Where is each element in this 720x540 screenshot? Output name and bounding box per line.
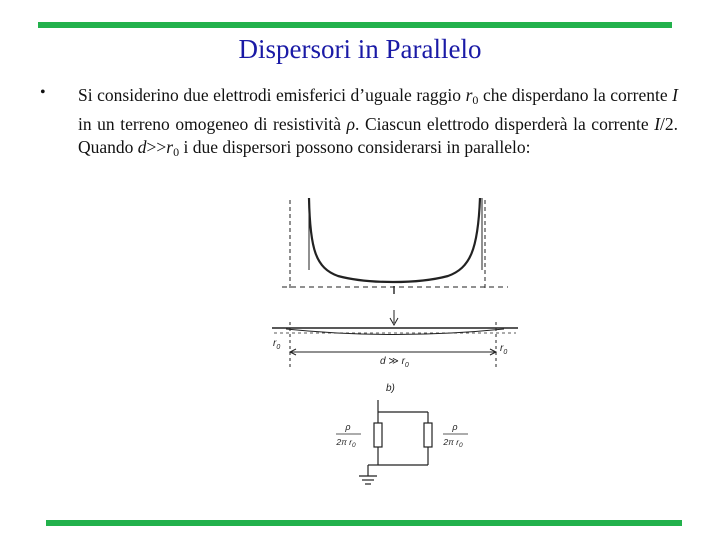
symbol-r: r (465, 85, 473, 105)
bullet-marker: • (40, 84, 46, 101)
bullet-paragraph (78, 84, 678, 165)
text-part: i due dispersori possono considerarsi in parallelo: (179, 137, 531, 157)
potential-curve (309, 198, 480, 282)
text-part: /2. Quando (78, 113, 679, 157)
symbol-d: d (137, 137, 147, 157)
label-distance (380, 356, 409, 369)
ground-arc (286, 329, 504, 335)
label-b: b) (386, 383, 395, 394)
text-part: in un terreno omogeneo di resistività (78, 113, 347, 134)
label-r: r (500, 343, 504, 354)
text-part: . Ciascun elettrodo disperderà la corrente (355, 113, 655, 134)
label-r: r (273, 338, 277, 349)
label-sub: 0 (404, 362, 409, 369)
label-denominator (335, 437, 356, 449)
label-denominator (442, 437, 463, 449)
equivalent-circuit (359, 400, 432, 484)
label-sub: 0 (352, 442, 356, 449)
text-part: che disperdano la corrente (478, 85, 673, 105)
subscript-0: 0 (173, 145, 180, 159)
label-distance-text: d ≫ r (380, 356, 405, 367)
label-r0-left (273, 338, 280, 351)
top-green-bar (38, 22, 672, 28)
resistance-label-left (335, 422, 361, 449)
label-sub: 0 (459, 442, 463, 449)
label-sub: 0 (503, 349, 508, 356)
symbol-r: r (166, 137, 174, 157)
label-rho: ρ (452, 422, 458, 432)
text-part: Si considerino due elettrodi emisferici d’uguale raggio (78, 85, 466, 105)
symbol-rho: ρ (346, 113, 356, 134)
right-resistor (424, 423, 432, 447)
symbol-I: I (654, 113, 661, 134)
text-part: >> (146, 137, 167, 157)
label-r0-right (500, 343, 507, 356)
label-sub: 0 (276, 344, 281, 351)
subscript-0: 0 (472, 93, 479, 107)
resistance-label-right (442, 422, 468, 449)
label-2pir: 2π r (336, 437, 352, 447)
potential-plot (282, 198, 508, 294)
bottom-green-bar (46, 520, 682, 526)
label-2pir: 2π r (443, 437, 459, 447)
left-resistor (374, 423, 382, 447)
symbol-I: I (672, 85, 678, 105)
electrodes-figure (268, 190, 528, 500)
label-rho: ρ (345, 422, 351, 432)
slide-title: Dispersori in Parallelo (238, 34, 482, 64)
